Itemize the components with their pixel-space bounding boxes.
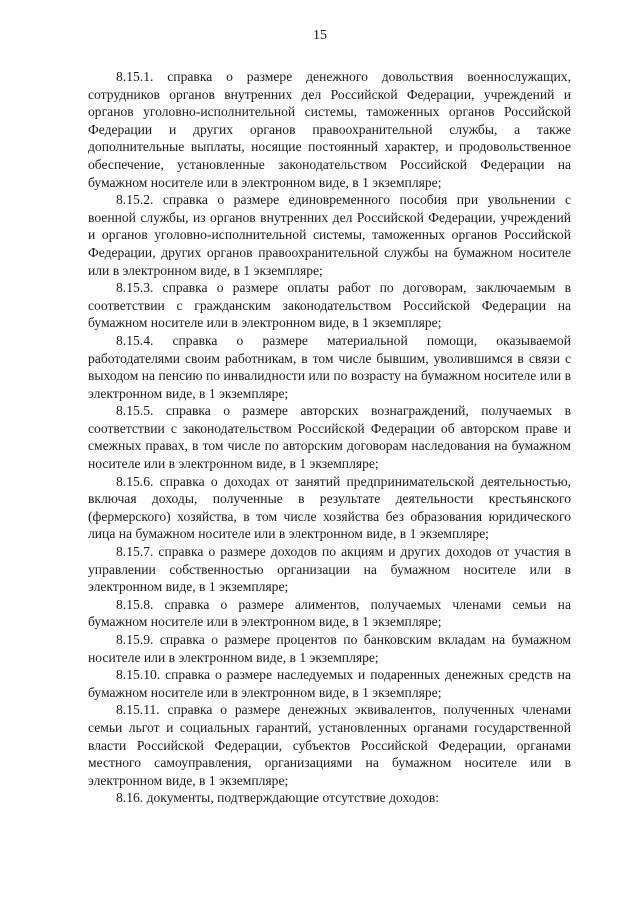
paragraph-8-15-10: 8.15.10. справка о размере наследуемых и подаренных денежных средств на бумажном носителе или в электронном виде, в 1 экземпляре; bbox=[88, 667, 571, 700]
paragraph-8-15-6: 8.15.6. справка о доходах от занятий предпринимательской деятельностью, включая доходы, полученные в результате деятельности крестьянского (фермерского) хозяйства, в том числе хозяйства без образования юридического лица на бумажном носителе или в электронном виде, в 1 экземпляре; bbox=[88, 473, 571, 542]
page-number: 15 bbox=[313, 28, 327, 43]
document-body bbox=[88, 68, 571, 807]
paragraph-8-15-8: 8.15.8. справка о размере алиментов, получаемых членами семьи на бумажном носителе или в электронном виде, в 1 экземпляре; bbox=[88, 596, 571, 630]
paragraph-8-15-11: 8.15.11. справка о размере денежных эквивалентов, полученных членами семьи льгот и социальных гарантий, установленных органами государственной власти Российской Федерации, субъектов Российской Федерации, органами местного самоуправления, организациями на бумажном носителе или в электронном виде, в 1 экземпляре; bbox=[88, 702, 571, 788]
paragraph-8-15-7: 8.15.7. справка о размере доходов по акциям и других доходов от участия в управлении собственностью организации на бумажном носителе или в электронном виде, в 1 экземпляре; bbox=[88, 544, 571, 595]
paragraph-8-15-1: 8.15.1. справка о размере денежного довольствия военнослужащих, сотрудников органов внутренних дел Российской Федерации, учреждений и органов уголовно-исполнительной системы, таможенных органов Российской Федерации и других органов правоохранительной службы, а также дополнительные выплаты, носящие постоянный характер, и продовольственное обеспечение, установленные законодательством Российской Федерации на бумажном носителе или в электронном виде, в 1 экземпляре; bbox=[88, 69, 571, 190]
paragraph-8-15-2: 8.15.2. справка о размере единовременного пособия при увольнении с военной службы, из органов внутренних дел Российской Федерации, учреждений и органов уголовно-исполнительной системы, таможенных органов Российской Федерации, других органов правоохранительной службы на бумажном носителе или в электронном виде, в 1 экземпляре; bbox=[88, 192, 571, 278]
paragraph-8-15-5: 8.15.5. справка о размере авторских вознаграждений, получаемых в соответствии с законодательством Российской Федерации об авторском праве и смежных правах, в том числе по авторским договорам наследования на бумажном носителе или в электронном виде, в 1 экземпляре; bbox=[88, 403, 571, 472]
paragraph-8-16: 8.16. документы, подтверждающие отсутствие доходов: bbox=[116, 790, 440, 806]
paragraph-8-15-4: 8.15.4. справка о размере материальной помощи, оказываемой работодателями своим работникам, в том числе бывшим, уволившимся в связи с выходом на пенсию по инвалидности или по возрасту на бумажном носителе или в электронном виде, в 1 экземпляре; bbox=[88, 332, 571, 401]
paragraph-8-15-3: 8.15.3. справка о размере оплаты работ по договорам, заключаемым в соответствии с гражданским законодательством Российской Федерации на бумажном носителе или в электронном виде, в 1 экземпляре; bbox=[88, 280, 571, 331]
paragraph-8-15-9: 8.15.9. справка о размере процентов по банковским вкладам на бумажном носителе или в электронном виде, в 1 экземпляре; bbox=[88, 632, 571, 665]
